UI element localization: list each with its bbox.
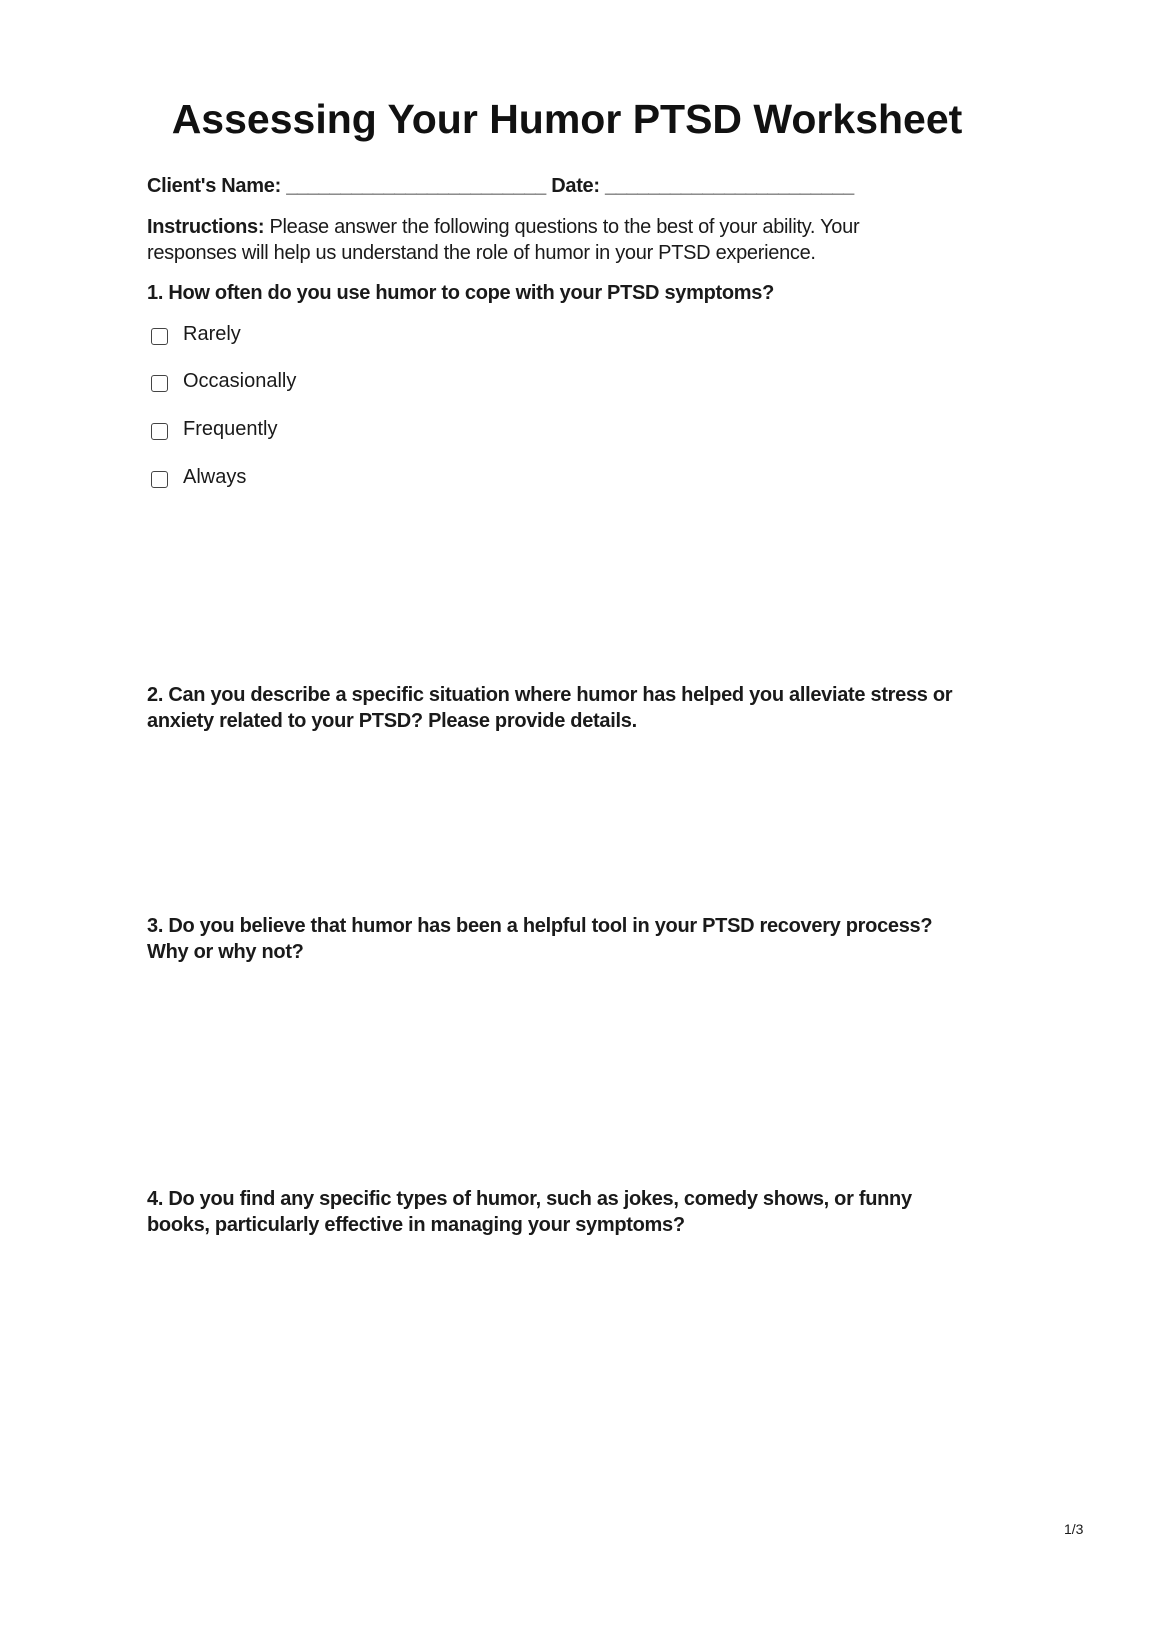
question-4-line-1: 4. Do you find any specific types of humor, such as jokes, comedy shows, or funny [147,1188,912,1210]
date-label: Date: [551,175,600,197]
option-occasionally[interactable] [151,370,296,393]
client-name-label: Client's Name: [147,175,281,197]
client-info-row [147,173,854,199]
page-number: 1/3 [1064,1521,1084,1537]
checkbox[interactable] [151,328,168,345]
option-label: Rarely [183,323,241,345]
checkbox[interactable] [151,375,168,392]
question-2 [147,682,952,734]
checkbox[interactable] [151,471,168,488]
option-always[interactable] [151,466,246,489]
question-3-line-2: Why or why not? [147,941,304,963]
question-4 [147,1186,912,1238]
page-title: Assessing Your Humor PTSD Worksheet [171,96,963,142]
question-2-line-1: 2. Can you describe a specific situation where humor has helped you alleviate stress or [147,684,953,706]
option-frequently[interactable] [151,418,278,441]
instructions-text-1: Please answer the following questions to the best of your ability. Your [269,216,860,238]
date-field[interactable]: _______________________ [605,175,854,197]
question-1: 1. How often do you use humor to cope with your PTSD symptoms? [147,282,774,304]
question-3 [147,913,932,965]
instructions [147,214,859,266]
option-label: Always [183,466,247,488]
question-4-line-2: books, particularly effective in managing your symptoms? [147,1214,685,1236]
option-label: Frequently [183,418,278,440]
client-name-field[interactable]: ________________________ [286,175,546,197]
instructions-text-2: responses will help us understand the role of humor in your PTSD experience. [147,242,816,264]
question-3-line-1: 3. Do you believe that humor has been a helpful tool in your PTSD recovery process? [147,915,933,937]
option-rarely[interactable] [151,323,241,346]
question-2-line-2: anxiety related to your PTSD? Please provide details. [147,710,637,732]
checkbox[interactable] [151,423,168,440]
option-label: Occasionally [183,370,297,392]
instructions-label: Instructions: [147,216,265,238]
